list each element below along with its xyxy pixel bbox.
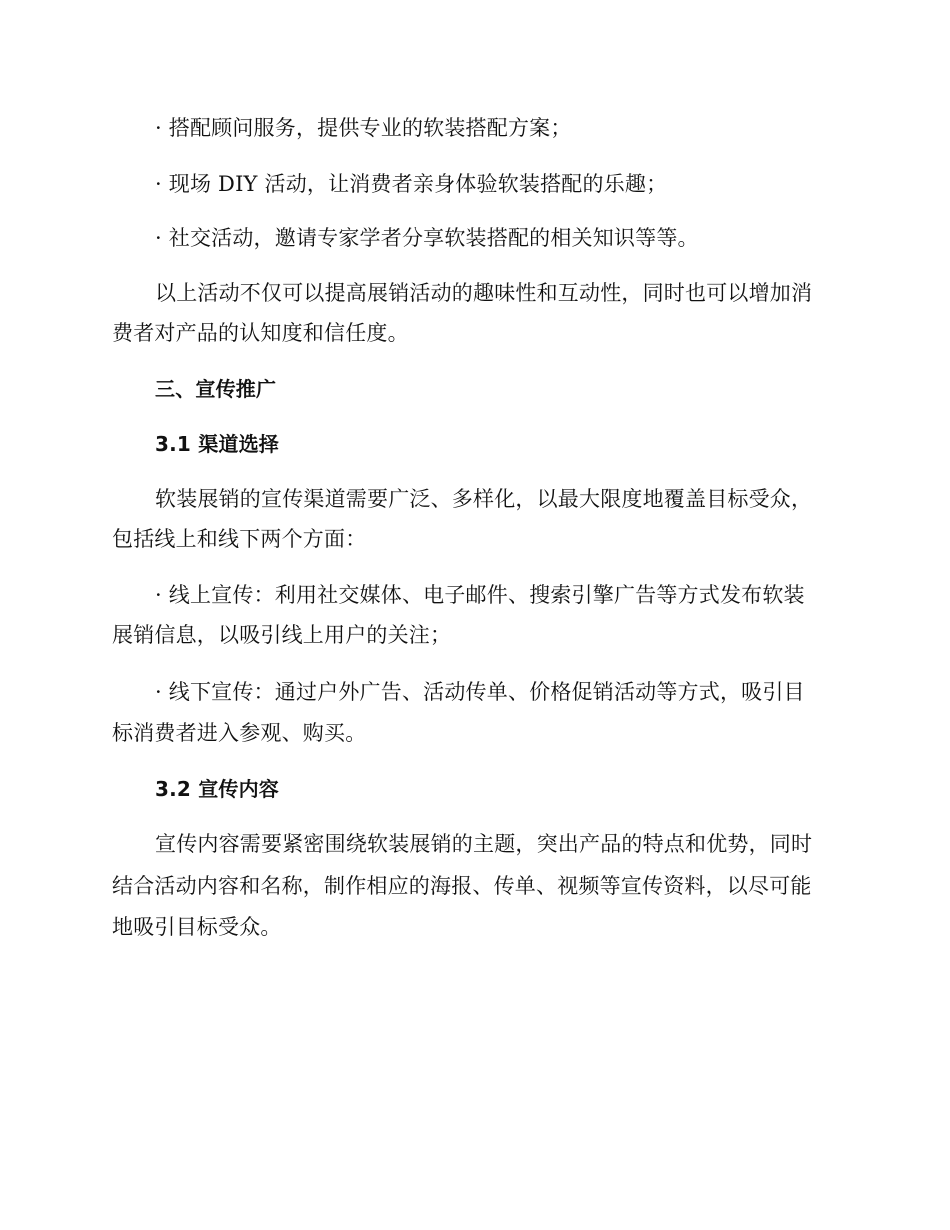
summary-paragraph-line-2: 费者对产品的认知度和信任度。 — [112, 321, 409, 345]
bullet-advisor-service: · 搭配顾问服务，提供专业的软装搭配方案； — [155, 116, 572, 140]
channel-intro-line-1: 软装展销的宣传渠道需要广泛、多样化，以最大限度地覆盖目标受众， — [155, 487, 813, 511]
promotion-content-line-2: 结合活动内容和名称，制作相应的海报、传单、视频等宣传资料，以尽可能 — [112, 874, 812, 898]
section-3-heading: 三、宣传推广 — [155, 377, 277, 401]
offline-promotion-line-2: 标消费者进入参观、购买。 — [112, 721, 367, 745]
summary-paragraph-line-1: 以上活动不仅可以提高展销活动的趣味性和互动性，同时也可以增加消 — [155, 281, 813, 305]
bullet-social-activity: · 社交活动，邀请专家学者分享软装搭配的相关知识等等。 — [155, 226, 699, 250]
channel-intro-line-2: 包括线上和线下两个方面： — [112, 527, 367, 551]
offline-promotion-line-1: · 线下宣传：通过户外广告、活动传单、价格促销活动等方式，吸引目 — [155, 680, 805, 704]
bullet-diy-activity: · 现场 DIY 活动，让消费者亲身体验软装搭配的乐趣； — [155, 172, 668, 196]
subsection-3-1-heading: 3.1 渠道选择 — [155, 432, 279, 456]
online-promotion-line-1: · 线上宣传：利用社交媒体、电子邮件、搜索引擎广告等方式发布软装 — [155, 583, 805, 607]
promotion-content-line-3: 地吸引目标受众。 — [112, 915, 282, 939]
promotion-content-line-1: 宣传内容需要紧密围绕软装展销的主题，突出产品的特点和优势，同时 — [155, 832, 813, 856]
subsection-3-2-heading: 3.2 宣传内容 — [155, 777, 279, 801]
online-promotion-line-2: 展销信息，以吸引线上用户的关注； — [112, 623, 452, 647]
